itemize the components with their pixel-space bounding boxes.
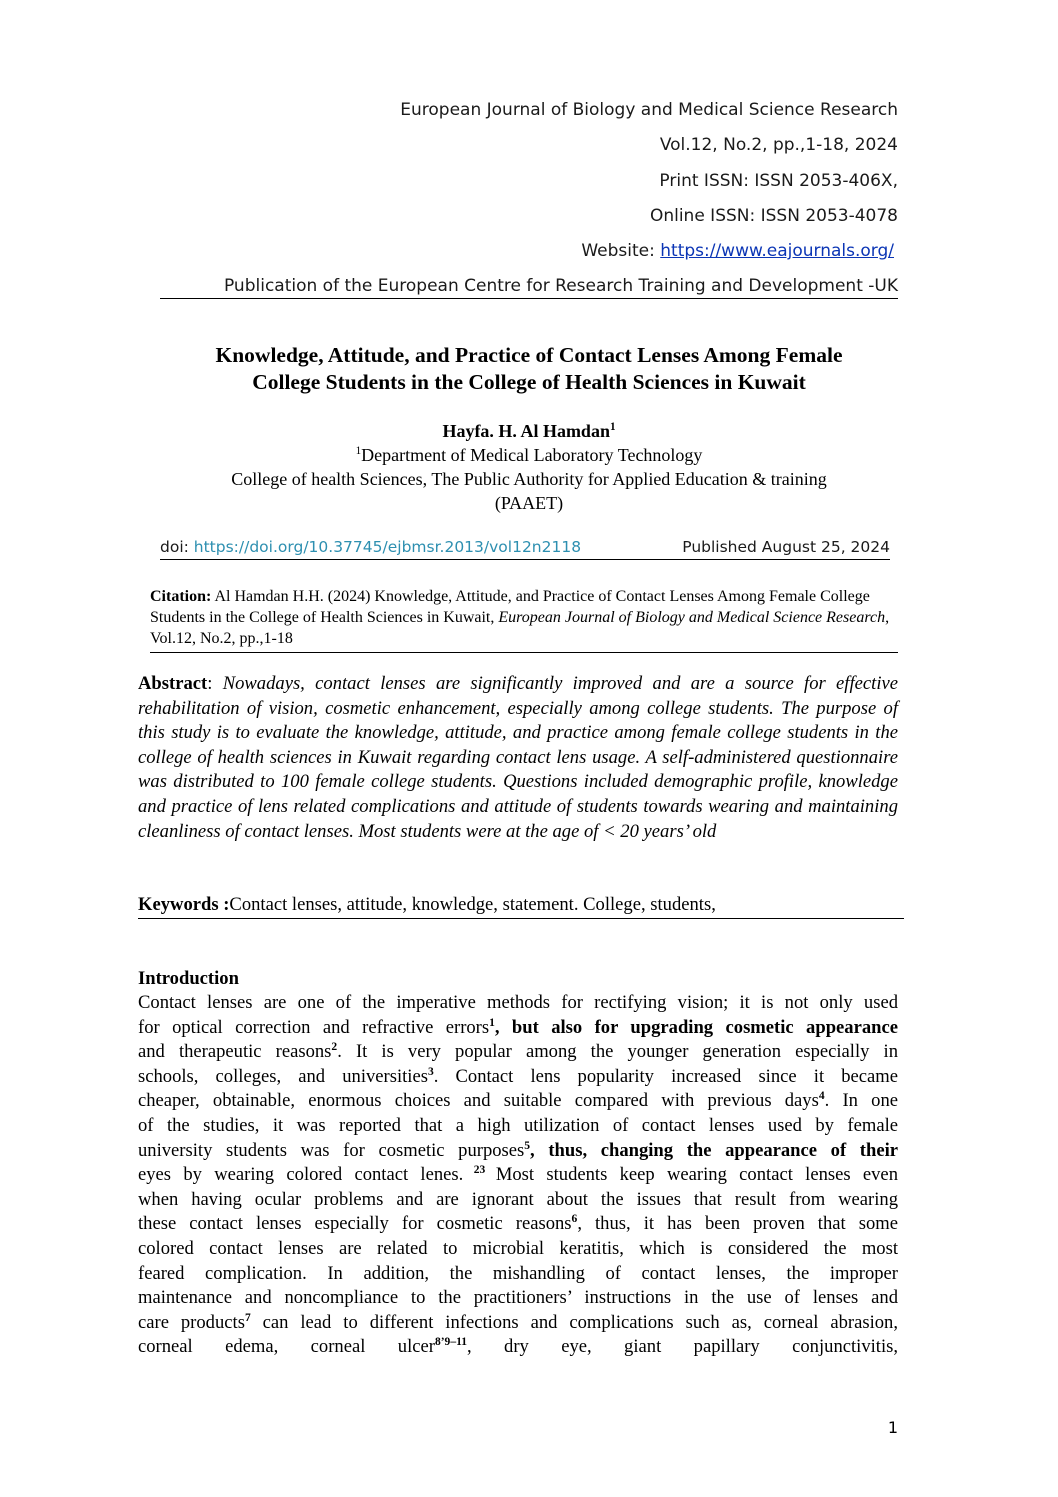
doi-link[interactable]: https://doi.org/10.37745/ejbmsr.2013/vol12n2118 — [193, 538, 582, 556]
abstract-text: Nowadays, contact lenses are significantly improved and are a source for effective rehabilitation of vision, cosmetic enhancement, especially among college students. The purpose of this study is to evaluate the knowledge, attitude, and practice among female college students in the college of health sciences in Kuwait regarding contact lens usage. A self-administered questionnaire was distributed to 100 female college students. Questions included demographic profile, knowledge and practice of lens related complications and attitude of students towards wearing and maintaining cleanliness of contact lenses. Most students were at the age of < 20 years’ old — [138, 673, 898, 842]
intro-line: colored contact lenses are related to microbial keratitis, which is considered the most — [138, 1237, 898, 1259]
intro-line: for optical correction and refractive errors$^1$, but also for upgrading cosmetic appearance — [138, 1016, 898, 1038]
website-link[interactable]: https://www.eajournals.org/ — [660, 241, 894, 261]
affil-mark: 1 — [355, 445, 362, 457]
affiliation-department: $^1$Department of Medical Laboratory Technology — [355, 445, 703, 465]
journal-volume: Vol.12, No.2, pp.,1-18, 2024 — [659, 135, 898, 155]
title-line-2: College Students in the College of Health Sciences in Kuwait — [252, 370, 806, 394]
intro-line: cheaper, obtainable, enormous choices and suitable compared with previous days$^4$. In one — [138, 1090, 898, 1112]
keywords-label: Keywords : — [138, 894, 230, 915]
print-issn: Print ISSN: ISSN 2053-406X, — [659, 171, 898, 191]
intro-line: of the studies, it was reported that a high utilization of contact lenses used by female — [138, 1114, 898, 1136]
affiliation-college: College of health Sciences, The Public Authority for Applied Education & training — [231, 469, 827, 489]
intro-line: university students was for cosmetic purposes$^5$, thus, changing the appearance of their — [138, 1139, 898, 1161]
doi-row — [160, 538, 890, 560]
keywords — [138, 893, 904, 919]
journal-website — [581, 241, 894, 261]
intro-line: Contact lenses are one of the imperative methods for rectifying vision; it is not only used — [138, 992, 898, 1013]
title-line-1: Knowledge, Attitude, and Practice of Contact Lenses Among Female — [215, 343, 843, 367]
intro-line: feared complication. In addition, the mishandling of contact lenses, the improper — [138, 1262, 898, 1284]
intro-line: corneal edema, corneal ulcer$^{8’9-11}$, dry eye, giant papillary conjunctivitis, — [138, 1336, 898, 1358]
abstract: Abstract: Nowadays, contact lenses are significantly improved and are a source for effective rehabilitation of vision, cosmetic enhancement, especially among college students. The purpose of this study is to evaluate the knowledge, attitude, and practice among female college students in the college of health sciences in Kuwait regarding contact lens usage. A self-administered questionnaire was distributed to 100 female college students. Questions included demographic profile, knowledge and practice of lens related complications and attitude of students towards wearing and maintaining cleanliness of contact lenses. Most students were at the age of < 20 years’ old — [138, 673, 898, 842]
intro-line: these contact lenses especially for cosmetic reasons$^6$, thus, it has been proven that some — [138, 1213, 898, 1235]
website-label: Website: — [581, 241, 661, 261]
journal-name: European Journal of Biology and Medical Science Research — [400, 100, 898, 120]
publisher-line: Publication of the European Centre for Research Training and Development -UK — [160, 276, 898, 299]
article-title — [140, 342, 918, 396]
citation-journal: European Journal of Biology and Medical Science Research — [498, 609, 886, 626]
keywords-text: Contact lenses, attitude, knowledge, statement. College, students, — [229, 894, 716, 915]
author-name: Hayfa. H. Al Hamdan$^1$ — [442, 421, 616, 441]
abstract-label: Abstract — [138, 673, 208, 694]
intro-line: eyes by wearing colored contact lenes. $^{23}$ Most students keep wearing contact lenses even — [138, 1163, 898, 1186]
doi-label: doi: — [160, 538, 194, 556]
intro-line: care products$^7$ can lead to different infections and complications such as, corneal abrasion, — [138, 1311, 898, 1333]
affiliation-abbr: (PAAET) — [494, 493, 564, 513]
intro-line: schools, colleges, and universities$^3$. Contact lens popularity increased since it became — [138, 1065, 899, 1087]
introduction-body — [138, 991, 898, 1360]
citation: Citation: Al Hamdan H.H. (2024) Knowledge, Attitude, and Practice of Contact Lenses Among Female College Students in the College of Health Sciences in Kuwait, European Journal of Biology and Medical Science Research, Vol.12, No.2, pp.,1-18 — [150, 586, 898, 653]
author-affil-mark: 1 — [609, 421, 616, 433]
citation-label: Citation: — [150, 588, 212, 605]
section-heading-introduction: Introduction — [138, 968, 239, 989]
intro-line: and therapeutic reasons$^2$. It is very popular among the younger generation especially in — [138, 1041, 898, 1063]
intro-line: when having ocular problems and are ignorant about the issues that result from wearing — [138, 1188, 898, 1210]
published-date: Published August 25, 2024 — [682, 538, 890, 556]
page-number: 1 — [887, 1418, 898, 1437]
intro-line: maintenance and noncompliance to the practitioners’ instructions in the use of lenses and — [138, 1287, 898, 1309]
online-issn: Online ISSN: ISSN 2053-4078 — [649, 206, 898, 226]
